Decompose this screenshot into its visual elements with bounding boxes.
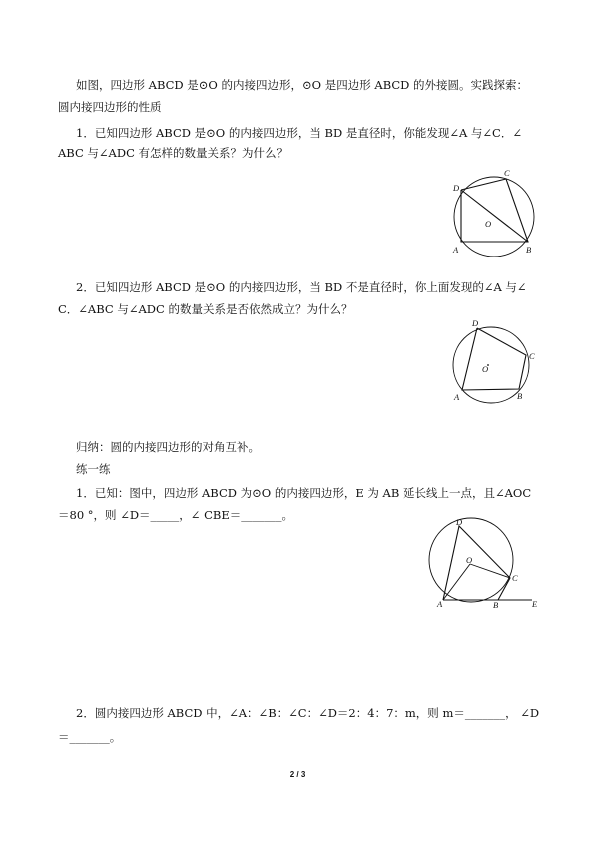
fig3-label-e: E [532,599,538,609]
q2-line-2: C．∠ABC 与∠ADC 的数量关系是否依然成立？为什么？ [58,302,353,316]
fig1-label-c: C [504,168,510,178]
fig1-label-b: B [526,245,532,255]
summary: 归纳：圆的内接四边形的对角互补。 [76,440,260,454]
q1-line-2: ABC 与∠ADC 有怎样的数量关系？为什么？ [58,146,289,160]
intro-line-1: 如图，四边形 ABCD 是⊙O 的内接四边形，⊙O 是四边形 ABCD 的外接圆。实践探索： [76,78,529,92]
fig2-label-a: A [454,392,460,402]
fig1-label-o: O [485,219,492,229]
practice-title: 练一练 [76,462,111,476]
fig2-label-c: C [529,351,535,361]
page-number: 2 / 3 [289,770,306,779]
p2-line-2: ＝_______。 [58,730,122,744]
fig1-label-a: A [453,245,459,255]
fig3-label-c: C [512,573,518,583]
fig1-label-d: D [453,183,460,193]
fig3-label-o: O [466,555,473,565]
p1-line-2: ＝80 °，则 ∠D＝_____，∠ CBE＝_______。 [58,508,293,522]
fig3-label-b: B [493,600,499,610]
fig1-quadrilateral [461,179,528,242]
intro-line-2: 圆内接四边形的性质 [58,100,162,114]
figure-1 [446,165,541,257]
p1-line-1: 1．已知：图中，四边形 ABCD 为⊙O 的内接四边形，E 为 AB 延长线上一点，且∠AOC [76,486,532,500]
fig2-label-o: O [482,364,489,374]
fig3-label-d: D [456,517,463,527]
figure-2 [448,315,543,405]
fig1-diagonal-bd [461,190,528,242]
fig2-label-b: B [517,391,523,401]
fig3-label-a: A [437,599,443,609]
fig3-quadrilateral [443,526,510,600]
figure-3 [428,515,543,610]
q1-line-1: 1．已知四边形 ABCD 是⊙O 的内接四边形，当 BD 是直径时，你能发现∠A 与∠C．∠ [76,126,522,140]
fig2-label-d: D [472,318,479,328]
q2-line-1: 2．已知四边形 ABCD 是⊙O 的内接四边形，当 BD 不是直径时，你上面发现的∠A 与∠ [76,280,527,294]
fig3-radius-oc [470,564,510,578]
p2-line-1: 2．圆内接四边形 ABCD 中，∠A：∠B：∠C：∠D＝2：4：7：m，则 m＝_______， ∠D [76,706,540,720]
